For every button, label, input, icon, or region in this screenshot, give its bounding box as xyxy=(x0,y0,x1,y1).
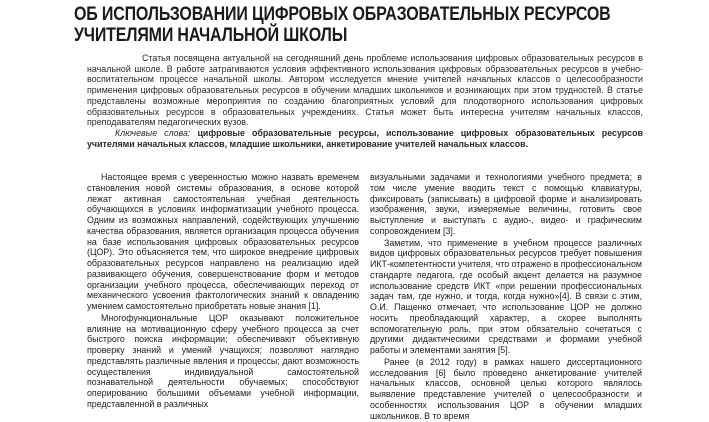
body-left-column xyxy=(87,172,359,411)
body-paragraph: Настоящее время с уверенностью можно назвать временем становления новой системы образования, в основе которой лежат активная самостоятельная учебная деятельность обучающихся в условиях информатизации учебного процесса. Одним из возможных направлений, содействующих улучшению качества образования, является организация процесса обучения на базе использования цифровых образовательных ресурсов (ЦОР). Это объясняется тем, что широкое внедрение цифровых образовательных ресурсов направлено на реализацию идей развивающего обучения, совершенствование форм и методов организации учебного процесса, обеспечивающих переход от механического усвоения фактологических знаний к овладению умением самостоятельно приобретать новые знания [1]. xyxy=(87,172,359,311)
body-paragraph: визуальными задачами и технологиями учебного предмета; в том числе умение вводить текст с помощью клавиатуры, фиксировать (записывать) в цифровой форме и анализировать изображения, звуки, измеряемые величины, готовить свое выступление и выступать с аудио-, видео- и графическим сопровождением [3]. xyxy=(370,172,642,236)
keywords-block xyxy=(87,128,643,149)
abstract-text: Статья посвящена актуальной на сегодняшний день проблеме использования цифровых образовательных ресурсов в начальной школе. В работе затрагиваются условия эффективного использования цифровых образовательных ресурсов в учебно-воспитательном процессе начальной школы. Автором исследуется мнение учителей начальных классов о целесообразности применения цифровых образовательных ресурсов в обучении младших школьников и возникающих при этом трудностей. В статье представлены возможные мероприятия по созданию благоприятных условий для плодотворного использования цифровых образовательных ресурсов в образовательных учреждениях. Статья может быть интересна учителям начальных классов, преподавателям педагогических вузов. xyxy=(87,53,643,128)
body-paragraph: Многофункциональные ЦОР оказывают положительное влияние на мотивационную сферу учебного процесса за счет быстрого поиска информации; обеспечивают объективную проверку знаний и умений учащихся; позволяют наглядно представлять различные явления и процессы; дают возможность осуществления индивидуальной самостоятельной познавательной деятельности обучаемых; способствуют оперированию большими объемами учебной информации, представленной в различных xyxy=(87,312,359,409)
keywords-label: Ключевые слова: xyxy=(115,127,191,138)
article-title-line-1: ОБ ИСПОЛЬЗОВАНИИ ЦИФРОВЫХ ОБРАЗОВАТЕЛЬНЫХ РЕСУРСОВ xyxy=(74,3,611,25)
article-title-line-2: УЧИТЕЛЯМИ НАЧАЛЬНОЙ ШКОЛЫ xyxy=(74,24,348,46)
body-right-column xyxy=(370,172,642,422)
body-paragraph: Заметим, что применение в учебном процессе различных видов цифровых образовательных ресурсов требует повышения ИКТ-компетентности учителя, что отражено в профессиональном стандарте педагога, где особый акцент делается на разумное использование средств ИКТ «при решении профессиональных задач там, где нужно, и тогда, когда нужно»[4]. В связи с этим, О.И. Пащенко отмечает, что использование ЦОР не должно носить преобладающий характер, а скорее выполнять вспомогательную роль, при этом обязательно сочетаться с другими дидактическими средствами и формами учебной работы и элементами занятия [5]. xyxy=(370,237,642,355)
abstract xyxy=(87,53,643,149)
body-paragraph: Ранее (в 2012 году) в рамках нашего диссертационного исследования [6] было проведено анкетирование учителей начальных классов, основной целью которого являлось выявление представление учителей о целесообразности и особенностях использования ЦОР в обучении младших школьников. В то время xyxy=(370,356,642,421)
keywords-text: цифровые образовательные ресурсы, использование цифровых образовательных ресурсов учителями начальных классов, младшие школьники, анкетирование учителей начальных классов. xyxy=(87,127,643,149)
article-title xyxy=(74,3,611,46)
